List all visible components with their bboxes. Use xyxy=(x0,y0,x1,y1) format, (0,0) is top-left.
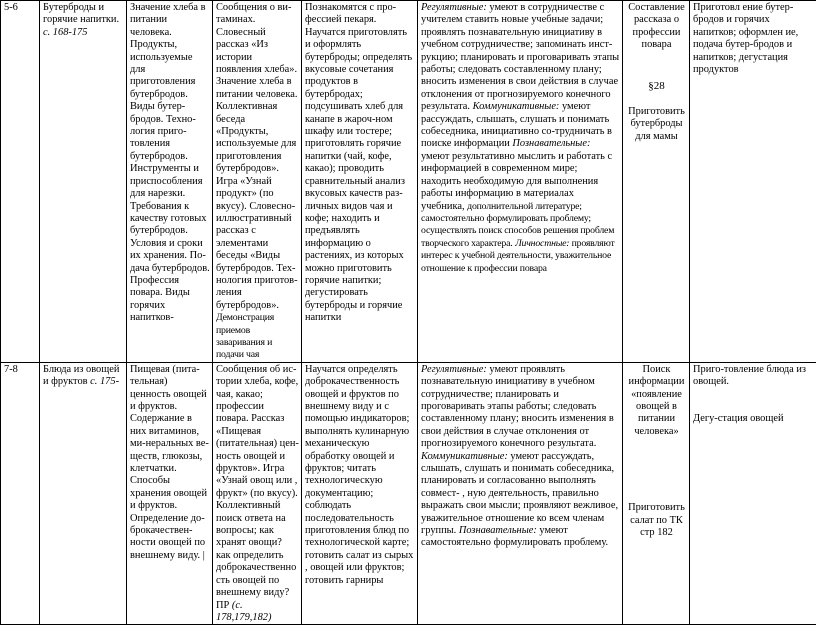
activity-text: Сообщения о ви-таминах. Словесный рассказ «Из истории появления хлеба». Значение хлеба в питании человека. Коллективная беседа «Продукты, используемые для приготовления бутербродов». Игра «Узнай продукт» (по вкусу). Словесно-иллюстративный рассказ с элементами беседы «Виды бутербродов. Тех-нология приготов-ления бутербродов». xyxy=(216,2,298,311)
uud-regulative-label: Регулятивные: xyxy=(421,2,487,13)
activity-cell xyxy=(213,362,302,625)
project-cell xyxy=(623,1,690,363)
topic-title: Бутерброды и горячие напитки. xyxy=(43,2,119,25)
content-text: Значение хлеба в питании человека. Продукты, используемые для приготовления бутербродов. Виды бутер-бродов. Техно-логия приго-товления бутербродов. Инструменты и приспособления для нарезки. Требования к качеству готовых бутербродов. Условия и сроки их хранения. По-дача бутербродов. Профессия повара. Виды горячих напитков- xyxy=(130,2,210,323)
uud-personal-text: проявляют интерес к учебной деятельности, уважительное отношение к профессии повара xyxy=(421,238,615,274)
topic-title: Блюда из овощей и фруктов xyxy=(43,364,119,387)
homework-tasting-text: Дегу-стация овощей xyxy=(693,413,784,424)
uud-communicative-label: Коммуникативные: xyxy=(473,101,560,112)
uud-regulative-text: умеют проявлять познавательную инициативу в учебном сотрудничестве; планировать и проговаривать этапы работы; следовать составленному плану; вносить изменения в свои действия в случае отклонения от прогнозируемого конечного результата. xyxy=(421,364,614,449)
uud-cognitive-label: Познавательные: xyxy=(459,525,537,536)
lesson-number-cell xyxy=(1,1,40,363)
project-cell xyxy=(623,362,690,625)
uud-cognitive-text: умеют результативно мыслить и работать с информацией в современном мире; находить необходимую для выполнения работы информацию в материалах учебника, xyxy=(421,151,612,212)
activity-cell xyxy=(213,1,302,363)
paragraph-number: §28 xyxy=(626,80,687,92)
activity-pages: (с. 178,179,182) xyxy=(216,600,271,623)
project-task: Поиск информации «появление овощей в питании человека» xyxy=(629,364,685,437)
topic-cell xyxy=(40,1,127,363)
uud-communicative-text: умеют рассуждать, слышать, слушать и понимать собеседника, планировать и согласованно выполнять совмест- , ную деятельность, правильно выражать свои мысли; проявляют вежливое, уважительное отношение ко всем членам группы. xyxy=(421,451,618,536)
uud-cognitive-text: умеют самостоятельно формулировать проблему. xyxy=(421,525,608,548)
lesson-number-cell xyxy=(1,362,40,625)
uud-communicative-label: Коммуникативные: xyxy=(421,451,508,462)
topic-cell xyxy=(40,362,127,625)
topic-pages: с. 175- xyxy=(90,376,119,387)
uud-cell xyxy=(418,362,623,625)
outcomes-text: Научатся определять доброкачественность овощей и фруктов по внешнему виду и с помощью индикаторов; выполнять кулинарную механическую обработку овощей и фруктов; читать технологическую документацию; соблюдать последовательность приготовления блюд по технологической карте; готовить салат из сырых , овощей или фруктов; готовить гарниры xyxy=(305,364,413,586)
project-task: Составление рассказа о профессии повара xyxy=(628,2,685,50)
uud-cognitive-small-text: дополнительной литературе; самостоятельно формулировать проблему; осуществлять поиск способов решения проблем творческого характера. xyxy=(421,201,614,249)
homework-cell xyxy=(690,1,816,363)
table-row xyxy=(1,362,816,625)
content-text: Пищевая (пита-тельная) ценность овощей и фруктов. Содержание в них витаминов, ми-неральных ве-ществ, глюкозы, клетчатки. Способы хранения овощей и фруктов. Определение до-брокачествен-ности овощей по внешнему виду. | xyxy=(130,364,209,561)
project-homework: Приготовить бутерброды для мамы xyxy=(628,106,685,142)
lesson-number: 5-6 xyxy=(4,2,18,13)
homework-cell xyxy=(690,362,816,625)
uud-regulative-text: умеют в сотрудничестве с учителем ставить новые учебные задачи; проявлять познавательную инициативу в учебном сотрудничестве; запоминать инст-рукцию; планировать и проговаривать этапы работы; следовать составленному плану; вносить изменения в свои действия в случае отклонения от прогнозируемого конечного результата. xyxy=(421,2,619,112)
uud-cognitive-label: Познавательные: xyxy=(512,138,590,149)
uud-cell xyxy=(418,1,623,363)
outcomes-cell xyxy=(302,1,418,363)
outcomes-text: Познакомятся с про-фессией пекаря. Научатся приготовлять и оформлять бутерброды; определять вкусовые сочетания продуктов в бутербродах; подсушивать хлеб для канапе в жароч-ном шкафу или тостере; приготовлять горячие напитки (чай, кофе, какао); проводить сравнительный анализ вкусовых качеств раз-личных видов чая и кофе; находить и предъявлять информацию о растениях, из которых можно приготовить горячие напитки; дегустировать бутерброды и горячие напитки xyxy=(305,2,412,323)
content-cell xyxy=(127,1,213,363)
uud-regulative-label: Регулятивные: xyxy=(421,364,487,375)
lesson-number: 7-8 xyxy=(4,364,18,375)
topic-pages: с. 168-175 xyxy=(43,27,87,38)
outcomes-cell xyxy=(302,362,418,625)
table-row xyxy=(1,1,816,363)
activity-text: Сообщения об ис-тории хлеба, кофе, чая, какао; профессии повара. Рассказ «Пищевая (питательная) цен-ность овощей и фруктов». Игра «Узнай овощ или , фрукт» (по вкусу). Коллективный поиск ответа на вопросы; как хранят овощи? как определить доброкачественность овощей по внешнему виду? ПР xyxy=(216,364,299,611)
content-cell xyxy=(127,362,213,625)
project-homework: Приготовить салат по ТК стр 182 xyxy=(628,502,685,538)
activity-small-text: Демонстрация приемов заваривания и подачи чая xyxy=(216,312,274,360)
homework-text: Приготовл ение бутер-бродов и горячих напитков; оформлен ие, подача бутер-бродов и напитков; дегустация продуктов xyxy=(693,2,798,75)
homework-text: Приго-товление блюда из овощей. xyxy=(693,364,806,387)
uud-personal-label: Личностные: xyxy=(515,238,569,249)
uud-communicative-text: умеют рассуждать, слышать, слушать и понимать собеседника, инициативно со-трудничать в поиске информации xyxy=(421,101,612,149)
